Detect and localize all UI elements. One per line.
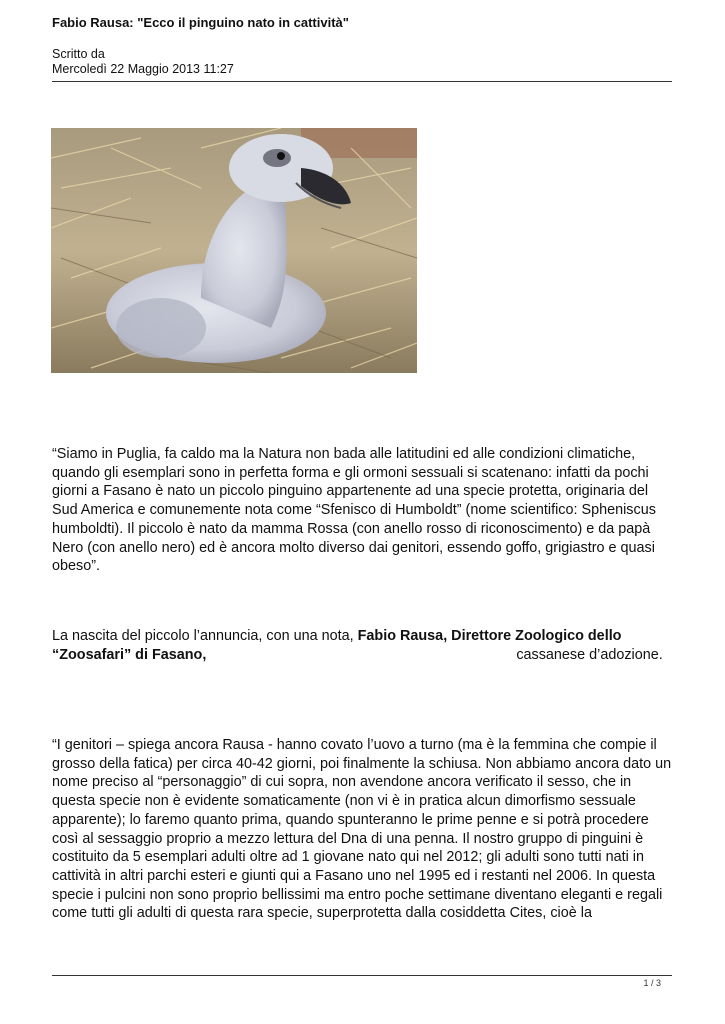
announcement-author: Fabio Rausa, Direttore Zoologico dello “Zoosafari” di Fasano, (52, 628, 622, 663)
paragraph-announcement (52, 627, 674, 664)
byline: Scritto da (52, 47, 105, 61)
header-divider (52, 81, 672, 82)
paragraph-quote-parents: “I genitori – spiega ancora Rausa - hanno covato l’uovo a turno (ma è la femmina che compie il grosso della fatica) per circa 40-42 giorni, poi finalmente la schiusa. Non abbiamo ancora dato un nome preciso al “personaggio” di cui sopra, non avendone ancora verificato il sesso, che in questa specie non è evidente somaticamente (non vi è in pratica alcun dimorfismo sessuale apparente); lo faremo quanto prima, quando spunteranno le prime penne e si potrà procedere così al sessaggio proprio a mezzo lettura del Dna di una penna. Il nostro gruppo di pinguini è costituito da 5 esemplari adulti oltre ad 1 giovane nato qui nel 2012; gli adulti sono tutti nati in cattività in altri parchi esteri e giunti qui a Fasano uno nel 1995 ed i restanti nel 2006. In questa specie i pulcini non sono proprio bellissimi ma entro poche settimane diventano eleganti e regali come tutti gli adulti di questa rara specie, superprotetta dalla cosiddetta Cites, cioè la (52, 737, 672, 922)
announcement-text-end: cassanese d’adozione. (516, 646, 663, 663)
page-number: 1 / 3 (643, 978, 661, 988)
article-title: Fabio Rausa: "Ecco il pinguino nato in cattività" (52, 15, 349, 30)
announcement-text-start: La nascita del piccolo l’annuncia, con una nota, (52, 628, 358, 644)
penguin-chick-photo (51, 128, 417, 373)
publish-date: Mercoledì 22 Maggio 2013 11:27 (52, 62, 234, 76)
paragraph-quote-intro: “Siamo in Puglia, fa caldo ma la Natura non bada alle latitudini ed alle condizioni climatiche, quando gli esemplari sono in perfetta forma e gli ormoni sessuali si scatenano: infatti da pochi giorni a Fasano è nato un piccolo pinguino appartenente ad una specie protetta, originaria del Sud America e comunemente nota come “Sfenisco di Humboldt” (nome scientifico: Spheniscus humboldti). Il piccolo è nato da mamma Rossa (con anello rosso di riconoscimento) e da papà Nero (con anello nero) ed è ancora molto diverso dai genitori, essendo goffo, grigiastro e quasi obeso”. (52, 446, 656, 575)
article-meta (52, 47, 234, 77)
footer-divider (52, 975, 672, 976)
